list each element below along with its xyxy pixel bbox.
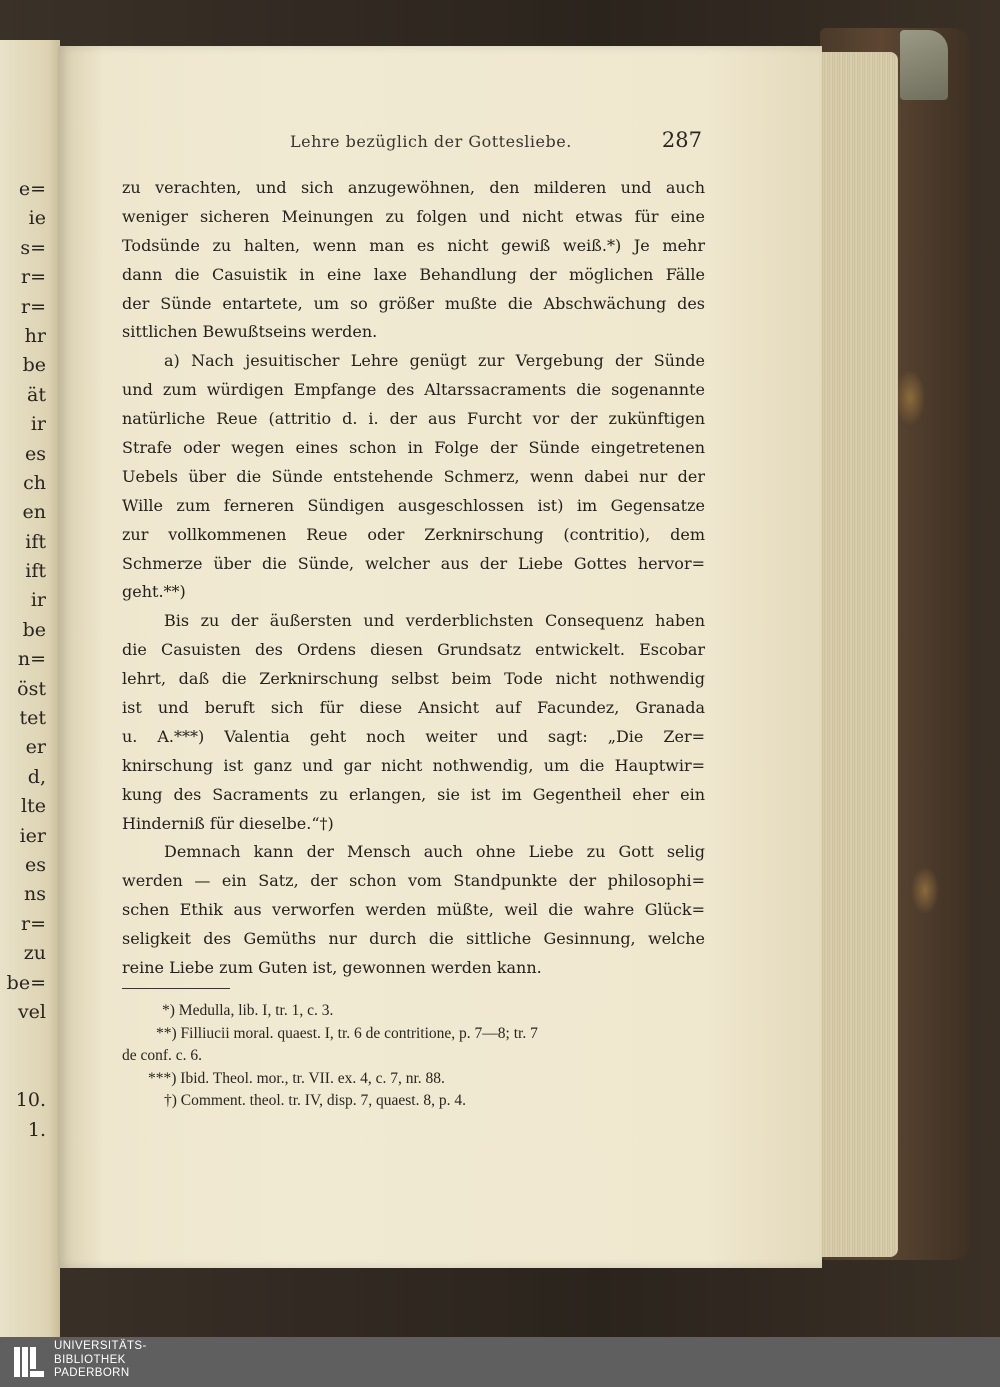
page-number: 287 — [661, 128, 702, 152]
left-page-fragment: r= — [20, 295, 46, 318]
footnote: *) Medulla, lib. I, tr. 1, c. 3. — [162, 1002, 334, 1019]
text-line: zu verachten, und sich anzugewöhnen, den milderen und auch — [122, 178, 705, 197]
left-page-fragment: es — [25, 853, 46, 876]
text-line: schen Ethik aus verworfen werden müßte, weil die wahre Glück= — [122, 900, 705, 920]
left-page-fragment: hr — [24, 324, 46, 347]
left-page-fragment: ift — [25, 530, 46, 553]
library-logo-icon — [12, 1345, 48, 1379]
footnote-continuation: de conf. c. 6. — [122, 1047, 203, 1064]
text-line: Strafe oder wegen eines schon in Folge der Sünde eingetretenen — [122, 438, 705, 458]
text-line: kung des Sacraments zu erlangen, sie ist im Gegentheil eher ein — [122, 784, 705, 804]
left-page-fragment: be= — [6, 971, 46, 994]
left-page-fragment: 10. — [15, 1089, 46, 1112]
text-line: werden — ein Satz, der schon vom Standpunkte der philosophi= — [122, 871, 705, 891]
left-page-fragment: ät — [27, 383, 46, 406]
left-page-fragment — [0, 1057, 46, 1086]
library-footer-bar — [0, 1337, 1000, 1387]
text-line: Demnach kann der Mensch auch ohne Liebe zu Gott selig — [164, 842, 705, 862]
left-page-fragment: 1. — [27, 1118, 46, 1141]
text-line: ist und beruft sich für diese Ansicht auf Facundez, Granada — [122, 698, 705, 718]
text-line: knirschung ist ganz und gar nicht nothwendig, um die Hauptwir= — [122, 755, 705, 775]
text-line: lehrt, daß die Zerknirschung selbst beim Tode nicht nothwendig — [122, 669, 705, 689]
cover-corner — [900, 30, 948, 100]
left-page-fragment: en — [22, 501, 46, 524]
text-line: der Sünde entartete, um so größer mußte die Abschwächung des — [122, 293, 705, 313]
footnote: **) Filliucii moral. quaest. I, tr. 6 de contritione, p. 7—8; tr. 7 — [156, 1024, 538, 1042]
text-line: sittlichen Bewußtseins werden. — [122, 322, 378, 342]
left-page-fragment: zu — [23, 942, 46, 965]
left-page-fragment: s= — [20, 236, 46, 259]
text-line: a) Nach jesuitischer Lehre genügt zur Vergebung der Sünde — [164, 351, 705, 371]
left-page-fragment: es — [25, 442, 46, 465]
left-page-fragment: d, — [27, 765, 46, 788]
page-edges — [818, 52, 898, 1257]
left-page-fragment: r= — [20, 912, 46, 935]
left-page-fragment: ns — [24, 883, 46, 906]
left-page-fragment: ch — [23, 471, 46, 494]
body-text — [122, 174, 705, 983]
left-page-fragment: e= — [18, 178, 46, 200]
left-page-fragment: öst — [17, 677, 46, 700]
left-page-fragment: lte — [21, 795, 46, 818]
text-line: geht.**) — [122, 582, 186, 602]
footnote: ***) Ibid. Theol. mor., tr. VII. ex. 4, c. 7, nr. 88. — [148, 1069, 445, 1087]
running-head — [120, 128, 710, 162]
running-head-title: Lehre bezüglich der Gottesliebe. — [290, 132, 572, 151]
text-line: Schmerze über die Sünde, welcher aus der Liebe Gottes hervor= — [122, 553, 705, 573]
left-page-fragment: ie — [28, 207, 46, 230]
text-line: die Casuisten des Ordens diesen Grundsatz entwickelt. Escobar — [122, 640, 705, 660]
text-line: Uebels über die Sünde entstehende Schmerz, wenn dabei nur der — [122, 466, 705, 486]
left-page-fragment: ir — [30, 589, 46, 612]
library-name — [54, 1340, 147, 1381]
footnote-rule — [122, 988, 230, 989]
footnote: †) Comment. theol. tr. IV, disp. 7, quaest. 8, p. 4. — [164, 1092, 466, 1109]
text-line: natürliche Reue (attritio d. i. der aus Furcht vor der zukünftigen — [122, 409, 705, 429]
left-page-text-fragments — [0, 175, 46, 1145]
left-page-fragment: tet — [19, 707, 46, 730]
footnotes — [122, 1000, 705, 1113]
text-line: weniger sicheren Meinungen zu folgen und nicht etwas für eine — [122, 206, 705, 226]
left-page-fragment: n= — [17, 648, 46, 671]
text-line: zur vollkommenen Reue oder Zerknirschung (contritio), dem — [122, 524, 705, 544]
text-line: u. A.***) Valentia geht noch weiter und sagt: „Die Zer= — [122, 726, 705, 746]
text-line: Todsünde zu halten, wenn man es nicht gewiß weiß.*) Je mehr — [122, 235, 705, 255]
library-name-line: BIBLIOTHEK — [54, 1353, 126, 1366]
left-page-fragment: vel — [17, 1000, 46, 1023]
text-line: Bis zu der äußersten und verderblichsten Consequenz haben — [164, 611, 705, 631]
left-page-fragment: be — [22, 354, 46, 377]
left-page-fragment: be — [22, 618, 46, 641]
left-page-fragment: r= — [20, 266, 46, 289]
text-line: reine Liebe zum Guten ist, gewonnen werden kann. — [122, 958, 542, 978]
library-name-line: UNIVERSITÄTS- — [54, 1340, 147, 1352]
left-page-fragment — [0, 1027, 46, 1056]
text-line: Hinderniß für dieselbe.“†) — [122, 813, 334, 833]
left-page-fragment: ift — [25, 560, 46, 583]
text-line: dann die Casuistik in eine laxe Behandlung der möglichen Fälle — [122, 264, 705, 284]
library-name-line: PADERBORN — [54, 1367, 130, 1379]
left-page-fragment: er — [25, 736, 46, 759]
left-page-fragment: ier — [19, 824, 46, 847]
text-line: und zum würdigen Empfange des Altarssacraments die sogenannte — [122, 380, 705, 400]
left-page-fragment: ir — [30, 413, 46, 436]
text-line: seligkeit des Gemüths nur durch die sittliche Gesinnung, welche — [122, 929, 705, 949]
text-line: Wille zum ferneren Sündigen ausgeschlossen ist) im Gegensatze — [122, 495, 705, 515]
